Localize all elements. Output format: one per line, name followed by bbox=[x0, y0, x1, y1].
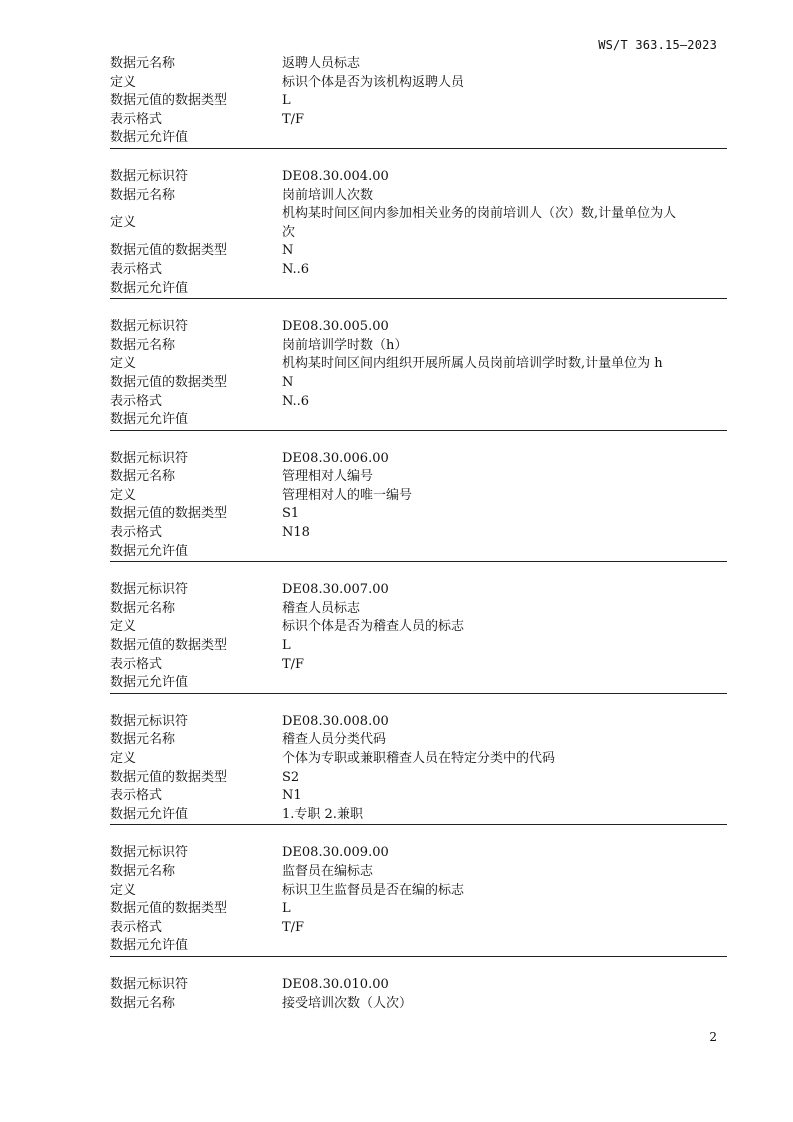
attribute-label: 定义 bbox=[110, 882, 137, 898]
attribute-row bbox=[110, 205, 727, 242]
attribute-value: 稽查人员分类代码 bbox=[282, 732, 387, 748]
attribute-label: 数据元名称 bbox=[110, 187, 176, 203]
attribute-row bbox=[110, 618, 727, 637]
attribute-value: N1 bbox=[282, 788, 302, 804]
attribute-row bbox=[110, 242, 727, 261]
attribute-value: 标识个体是否为稽查人员的标志 bbox=[282, 619, 465, 635]
attribute-row bbox=[110, 318, 727, 337]
attribute-row bbox=[110, 261, 727, 280]
attribute-value: DE08.30.004.00 bbox=[282, 168, 389, 184]
attribute-row bbox=[110, 524, 727, 543]
attribute-label: 表示格式 bbox=[110, 656, 163, 672]
attribute-value: L bbox=[282, 93, 291, 109]
attribute-row bbox=[110, 637, 727, 656]
attribute-row bbox=[110, 411, 727, 430]
attribute-label: 数据元值的数据类型 bbox=[110, 901, 228, 917]
attribute-row bbox=[110, 731, 727, 750]
attribute-value: L bbox=[282, 638, 291, 654]
attribute-row bbox=[110, 787, 727, 806]
attribute-row bbox=[110, 55, 727, 74]
attribute-row bbox=[110, 487, 727, 506]
attribute-row bbox=[110, 713, 727, 732]
attribute-label: 数据元名称 bbox=[110, 995, 176, 1011]
attribute-row bbox=[110, 187, 727, 206]
attribute-row bbox=[110, 674, 727, 693]
attribute-label: 定义 bbox=[110, 356, 137, 372]
attribute-value: 返聘人员标志 bbox=[282, 56, 361, 71]
attribute-label: 数据元名称 bbox=[110, 56, 176, 71]
attribute-value: DE08.30.010.00 bbox=[282, 976, 389, 992]
attribute-label: 表示格式 bbox=[110, 919, 163, 935]
data-element-block bbox=[110, 844, 727, 957]
attribute-row bbox=[110, 450, 727, 469]
attribute-value: 1.专职 2.兼职 bbox=[282, 806, 363, 822]
attribute-row bbox=[110, 844, 727, 863]
attribute-value: 管理相对人编号 bbox=[282, 469, 374, 485]
attribute-label: 数据元名称 bbox=[110, 732, 176, 748]
attribute-row bbox=[110, 393, 727, 412]
attribute-value: 标识个体是否为该机构返聘人员 bbox=[282, 74, 465, 90]
attribute-row bbox=[110, 355, 727, 374]
attribute-row bbox=[110, 468, 727, 487]
attribute-value: 机构某时间区间内组织开展所属人员岗前培训学时数,计量单位为 h bbox=[282, 356, 663, 372]
data-element-list bbox=[110, 55, 727, 1013]
attribute-row bbox=[110, 863, 727, 882]
attribute-label: 数据元名称 bbox=[110, 337, 176, 353]
attribute-label: 数据元名称 bbox=[110, 469, 176, 485]
attribute-value: DE08.30.005.00 bbox=[282, 319, 389, 335]
attribute-label: 数据元值的数据类型 bbox=[110, 506, 228, 522]
attribute-row bbox=[110, 168, 727, 187]
attribute-value: 管理相对人的唯一编号 bbox=[282, 487, 413, 503]
attribute-value: DE08.30.007.00 bbox=[282, 582, 389, 598]
attribute-value: 机构某时间区间内参加相关业务的岗前培训人（次）数,计量单位为人 次 bbox=[282, 206, 677, 240]
attribute-value: 稽查人员标志 bbox=[282, 600, 361, 616]
attribute-label: 数据元标识符 bbox=[110, 168, 189, 184]
attribute-row bbox=[110, 374, 727, 393]
attribute-label: 数据元允许值 bbox=[110, 938, 189, 954]
attribute-value: L bbox=[282, 901, 291, 917]
attribute-row bbox=[110, 92, 727, 111]
attribute-label: 表示格式 bbox=[110, 111, 163, 127]
attribute-row bbox=[110, 806, 727, 825]
attribute-label: 定义 bbox=[110, 751, 137, 766]
attribute-label: 数据元允许值 bbox=[110, 543, 189, 559]
attribute-row bbox=[110, 337, 727, 356]
data-element-block bbox=[110, 450, 727, 563]
attribute-label: 数据元允许值 bbox=[110, 806, 189, 822]
attribute-row bbox=[110, 937, 727, 956]
data-element-block bbox=[110, 581, 727, 694]
attribute-value: 标识卫生监督员是否在编的标志 bbox=[282, 882, 465, 898]
attribute-label: 数据元值的数据类型 bbox=[110, 769, 228, 785]
attribute-row bbox=[110, 656, 727, 675]
attribute-row bbox=[110, 995, 727, 1014]
attribute-row bbox=[110, 74, 727, 93]
attribute-label: 表示格式 bbox=[110, 261, 163, 277]
attribute-value: 监督员在编标志 bbox=[282, 863, 374, 879]
attribute-row bbox=[110, 581, 727, 600]
attribute-row bbox=[110, 919, 727, 938]
attribute-value: S2 bbox=[282, 769, 300, 785]
attribute-row bbox=[110, 280, 727, 299]
attribute-row bbox=[110, 543, 727, 562]
attribute-row bbox=[110, 505, 727, 524]
attribute-label: 数据元标识符 bbox=[110, 713, 189, 729]
attribute-label: 数据元标识符 bbox=[110, 976, 189, 992]
attribute-row bbox=[110, 111, 727, 130]
attribute-label: 数据元名称 bbox=[110, 600, 176, 616]
attribute-value: T/F bbox=[282, 656, 305, 672]
attribute-value: N bbox=[282, 374, 294, 390]
attribute-value: S1 bbox=[282, 506, 300, 522]
attribute-label: 定义 bbox=[110, 215, 137, 231]
attribute-value: N18 bbox=[282, 525, 310, 541]
attribute-label: 数据元标识符 bbox=[110, 582, 189, 598]
attribute-label: 数据元允许值 bbox=[110, 675, 189, 691]
attribute-value: N..6 bbox=[282, 261, 310, 277]
attribute-row bbox=[110, 900, 727, 919]
attribute-row bbox=[110, 600, 727, 619]
attribute-label: 数据元允许值 bbox=[110, 412, 189, 428]
data-element-block bbox=[110, 713, 727, 826]
standard-code: WS/T 363.15—2023 bbox=[598, 38, 717, 52]
attribute-label: 表示格式 bbox=[110, 788, 163, 804]
attribute-label: 数据元允许值 bbox=[110, 130, 189, 146]
attribute-label: 定义 bbox=[110, 619, 137, 635]
attribute-row bbox=[110, 882, 727, 901]
data-element-block bbox=[110, 168, 727, 299]
attribute-value: DE08.30.008.00 bbox=[282, 713, 389, 729]
attribute-value: N bbox=[282, 243, 294, 259]
data-element-block bbox=[110, 318, 727, 431]
data-element-block bbox=[110, 976, 727, 1013]
attribute-label: 数据元标识符 bbox=[110, 450, 189, 466]
attribute-label: 数据元值的数据类型 bbox=[110, 243, 228, 259]
attribute-value: DE08.30.009.00 bbox=[282, 845, 389, 861]
attribute-row bbox=[110, 769, 727, 788]
attribute-label: 定义 bbox=[110, 74, 137, 90]
attribute-value: 接受培训次数（人次） bbox=[282, 995, 413, 1011]
attribute-row bbox=[110, 129, 727, 148]
attribute-value: T/F bbox=[282, 111, 305, 127]
attribute-label: 表示格式 bbox=[110, 525, 163, 541]
attribute-label: 数据元名称 bbox=[110, 863, 176, 879]
attribute-label: 数据元标识符 bbox=[110, 319, 189, 335]
attribute-label: 数据元允许值 bbox=[110, 280, 189, 296]
attribute-label: 定义 bbox=[110, 487, 137, 503]
data-element-block bbox=[110, 55, 727, 149]
attribute-row bbox=[110, 976, 727, 995]
attribute-value: T/F bbox=[282, 919, 305, 935]
attribute-label: 数据元值的数据类型 bbox=[110, 93, 228, 109]
attribute-value: 岗前培训学时数（h） bbox=[282, 337, 408, 353]
attribute-label: 表示格式 bbox=[110, 393, 163, 409]
attribute-value: 岗前培训人次数 bbox=[282, 187, 374, 203]
attribute-label: 数据元值的数据类型 bbox=[110, 638, 228, 654]
attribute-value: DE08.30.006.00 bbox=[282, 450, 389, 466]
attribute-row bbox=[110, 750, 727, 769]
page-number: 2 bbox=[709, 1030, 717, 1044]
attribute-label: 数据元标识符 bbox=[110, 845, 189, 861]
attribute-value: 个体为专职或兼职稽查人员在特定分类中的代码 bbox=[282, 751, 556, 766]
attribute-label: 数据元值的数据类型 bbox=[110, 374, 228, 390]
attribute-value: N..6 bbox=[282, 393, 310, 409]
